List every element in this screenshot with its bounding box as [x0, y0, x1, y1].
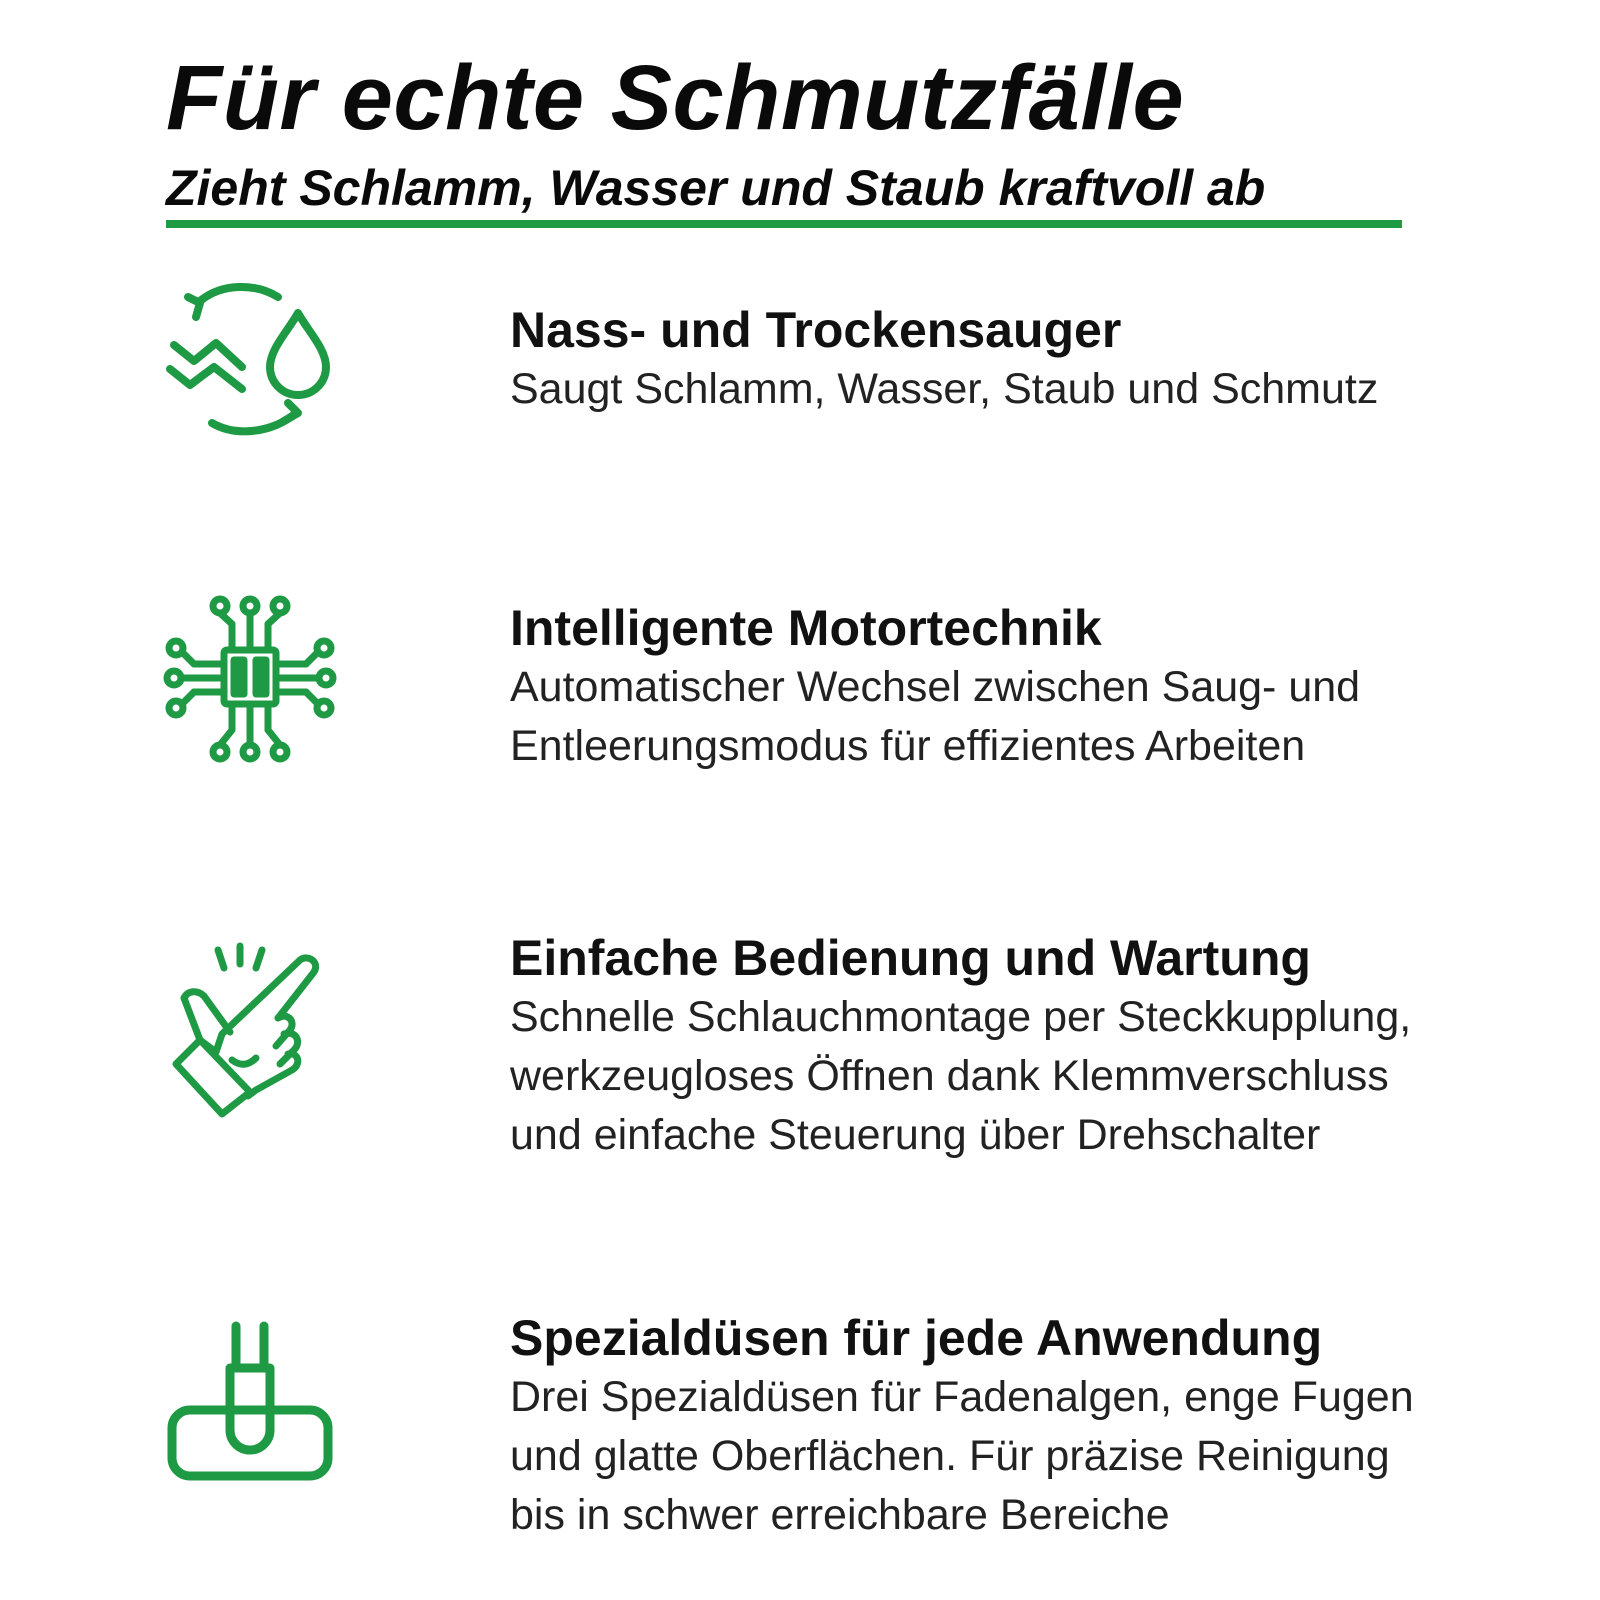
page-title: Für echte Schmutzfälle: [166, 47, 1185, 149]
feature-title: Nass- und Trockensauger: [510, 302, 1122, 358]
wet-dry-cycle-icon: [160, 275, 340, 455]
feature-description-line: Drei Spezialdüsen für Fadenalgen, enge Fugen: [510, 1373, 1414, 1421]
feature-description-line: Schnelle Schlauchmontage per Steckkupplung,: [510, 993, 1412, 1041]
feature-title: Spezialdüsen für jede Anwendung: [510, 1310, 1323, 1366]
feature-description-line: und glatte Oberflächen. Für präzise Reinigung: [510, 1431, 1390, 1480]
feature-description-line: und einfache Steuerung über Drehschalter: [510, 1110, 1321, 1159]
feature-description: [510, 1368, 1560, 1545]
feature-description-line: Entleerungsmodus für effizientes Arbeiten: [510, 721, 1306, 770]
feature-description-line: Automatischer Wechsel zwischen Saug- und: [510, 663, 1361, 711]
page-subtitle: Zieht Schlamm, Wasser und Staub kraftvoll ab: [166, 160, 1266, 216]
hand-check-icon: [160, 942, 340, 1122]
feature-description: [510, 658, 1560, 776]
feature-description-line: Saugt Schlamm, Wasser, Staub und Schmutz: [510, 365, 1379, 413]
motor-chip-icon: [160, 592, 340, 772]
feature-description-line: werkzeugloses Öffnen dank Klemmverschluss: [510, 1051, 1389, 1100]
nozzle-icon: [160, 1306, 340, 1486]
feature-title: Einfache Bedienung und Wartung: [510, 930, 1311, 986]
feature-description: [510, 360, 1560, 419]
feature-description-line: bis in schwer erreichbare Bereiche: [510, 1490, 1170, 1539]
subtitle-underline: [166, 220, 1402, 228]
feature-description: [510, 988, 1560, 1165]
feature-title: Intelligente Motortechnik: [510, 600, 1102, 656]
